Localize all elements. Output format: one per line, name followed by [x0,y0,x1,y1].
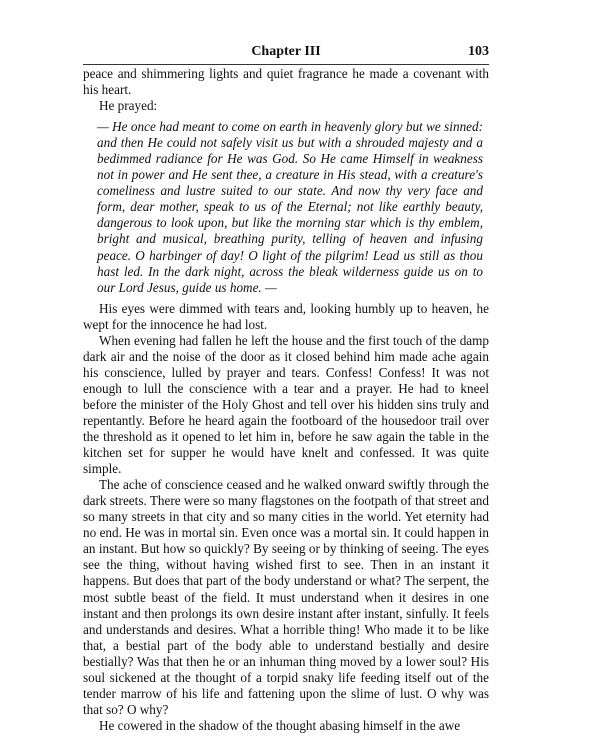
running-header [83,44,489,62]
paragraph: The ache of conscience ceased and he walked onward swiftly through the dark streets. There were so many flagstones on the footpath of that street and so many streets in that city and so many cities in the world. Yet eternity had no end. He was in mortal sin. Even once was a mortal sin. It could happen in an instant. But how so quickly? By seeing or by thinking of seeing. The eyes see the thing, without having wished first to see. Then in an instant it happens. But does that part of the body understand or what? The serpent, the most subtle beast of the field. It must understand when it desires in one instant and then prolongs its own desire instant after instant, sinfully. It feels and understands and desires. What a horrible thing! Who made it to be like that, a bestial part of the body able to understand bestially and desire bestially? Was that then he or an inhuman thing moved by a lower soul? His soul sickened at the thought of a torpid snaky life feeding itself out of the tender marrow of his life and fattening upon the slime of lust. O why was that so? O why? [83,477,489,717]
chapter-title: Chapter III [251,44,321,59]
paragraph-he-prayed: He prayed: [99,98,158,114]
paragraph: He cowered in the shadow of the thought abasing himself in the awe [99,717,461,733]
body-text [83,66,489,734]
paragraph-continuation: peace and shimmering lights and quiet fragrance he made a covenant with his heart. [83,66,489,98]
page-number: 103 [468,44,489,59]
header-rule [83,64,489,65]
paragraph: His eyes were dimmed with tears and, looking humbly up to heaven, he wept for the innocence he had lost. [83,300,489,332]
prayer-quote: — He once had meant to come on earth in heavenly glory but we sinned: and then He could not safely visit us but with a shrouded majesty and a bedimmed radiance for He was God. So He came Himself in weakness not in power and He sent thee, a creature in His stead, with a creature's comeliness and lustre suited to our state. And now thy very face and form, dear mother, speak to us of the Eternal; not like earthly beauty, dangerous to look upon, but like the morning star which is thy emblem, bright and musical, breathing purity, telling of heaven and infusing peace. O harbinger of day! O light of the pilgrim! Lead us still as thou hast led. In the dark night, across the bleak wilderness guide us on to our Lord Jesus, guide us home. — [97,119,483,295]
paragraph: When evening had fallen he left the house and the first touch of the damp dark air and the noise of the door as it closed behind him made ache again his conscience, lulled by prayer and tears. Confess! Confess! It was not enough to lull the conscience with a tear and a prayer. He had to kneel before the minister of the Holy Ghost and tell over his hidden sins truly and repentantly. Before he heard again the footboard of the housedoor trail over the threshold as it opened to let him in, before he saw again the table in the kitchen set for supper he would have knelt and confessed. It was quite simple. [83,332,489,477]
